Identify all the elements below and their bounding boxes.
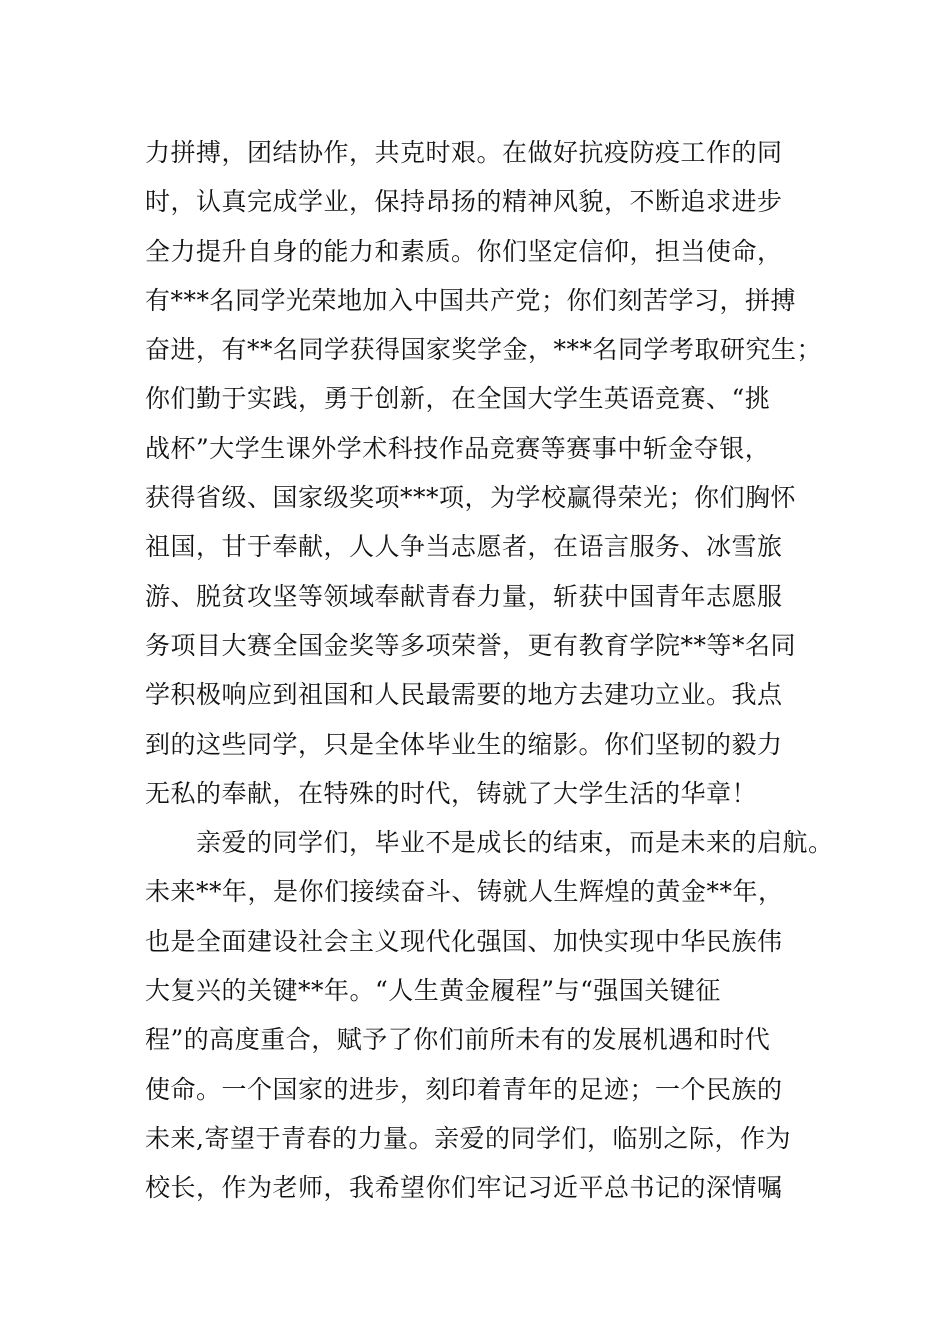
text-line: 使命。一个国家的进步，刻印着青年的足迹；一个民族的 bbox=[145, 1074, 783, 1104]
text-line: 务项目大赛全国金奖等多项荣誉，更有教育学院**等*名同 bbox=[145, 630, 797, 660]
text-line: 全力提升自身的能力和素质。你们坚定信仰，担当使命， bbox=[145, 236, 783, 266]
text-line: 学积极响应到祖国和人民最需要的地方去建功立业。我点 bbox=[145, 680, 783, 710]
text-line: 游、脱贫攻坚等领域奉献青春力量，斩获中国青年志愿服 bbox=[145, 581, 783, 611]
text-line: 程”的高度重合，赋予了你们前所未有的发展机遇和时代 bbox=[145, 1025, 771, 1055]
body-text bbox=[145, 128, 845, 1213]
text-line: 无私的奉献，在特殊的时代，铸就了大学生活的华章！ bbox=[145, 778, 758, 808]
text-line: 大复兴的关键**年。“人生黄金履程”与“强国关键征 bbox=[145, 976, 721, 1006]
text-line: 到的这些同学，只是全体毕业生的缩影。你们坚韧的毅力 bbox=[145, 729, 783, 759]
text-line: 有***名同学光荣地加入中国共产党；你们刻苦学习，拼搏 bbox=[145, 285, 797, 315]
text-line: 祖国，甘于奉献，人人争当志愿者，在语言服务、冰雪旅 bbox=[145, 532, 783, 562]
text-line: 也是全面建设社会主义现代化强国、加快实现中华民族伟 bbox=[145, 926, 783, 956]
text-line: 战杯”大学生课外学术科技作品竞赛等赛事中斩金夺银， bbox=[145, 433, 771, 463]
text-line: 力拼搏，团结协作，共克时艰。在做好抗疫防疫工作的同 bbox=[145, 138, 783, 167]
text-line: 时，认真完成学业，保持昂扬的精神风貌，不断追求进步 bbox=[145, 187, 783, 217]
text-line: 奋进，有**名同学获得国家奖学金，***名同学考取研究生； bbox=[145, 335, 823, 365]
text-line: 未来**年，是你们接续奋斗、铸就人生辉煌的黄金**年， bbox=[145, 877, 784, 907]
text-line: 校长，作为老师，我希望你们牢记习近平总书记的深情嘱 bbox=[145, 1173, 783, 1203]
text-line: 你们勤于实践，勇于创新，在全国大学生英语竞赛、“挑 bbox=[145, 384, 771, 414]
paragraph-start-line: 亲爱的同学们，毕业不是成长的结束，而是未来的启航。 bbox=[145, 828, 834, 858]
text-line: 获得省级、国家级奖项***项，为学校赢得荣光；你们胸怀 bbox=[145, 483, 797, 513]
text-line: 未来,寄望于青春的力量。亲爱的同学们，临别之际，作为 bbox=[145, 1123, 791, 1153]
